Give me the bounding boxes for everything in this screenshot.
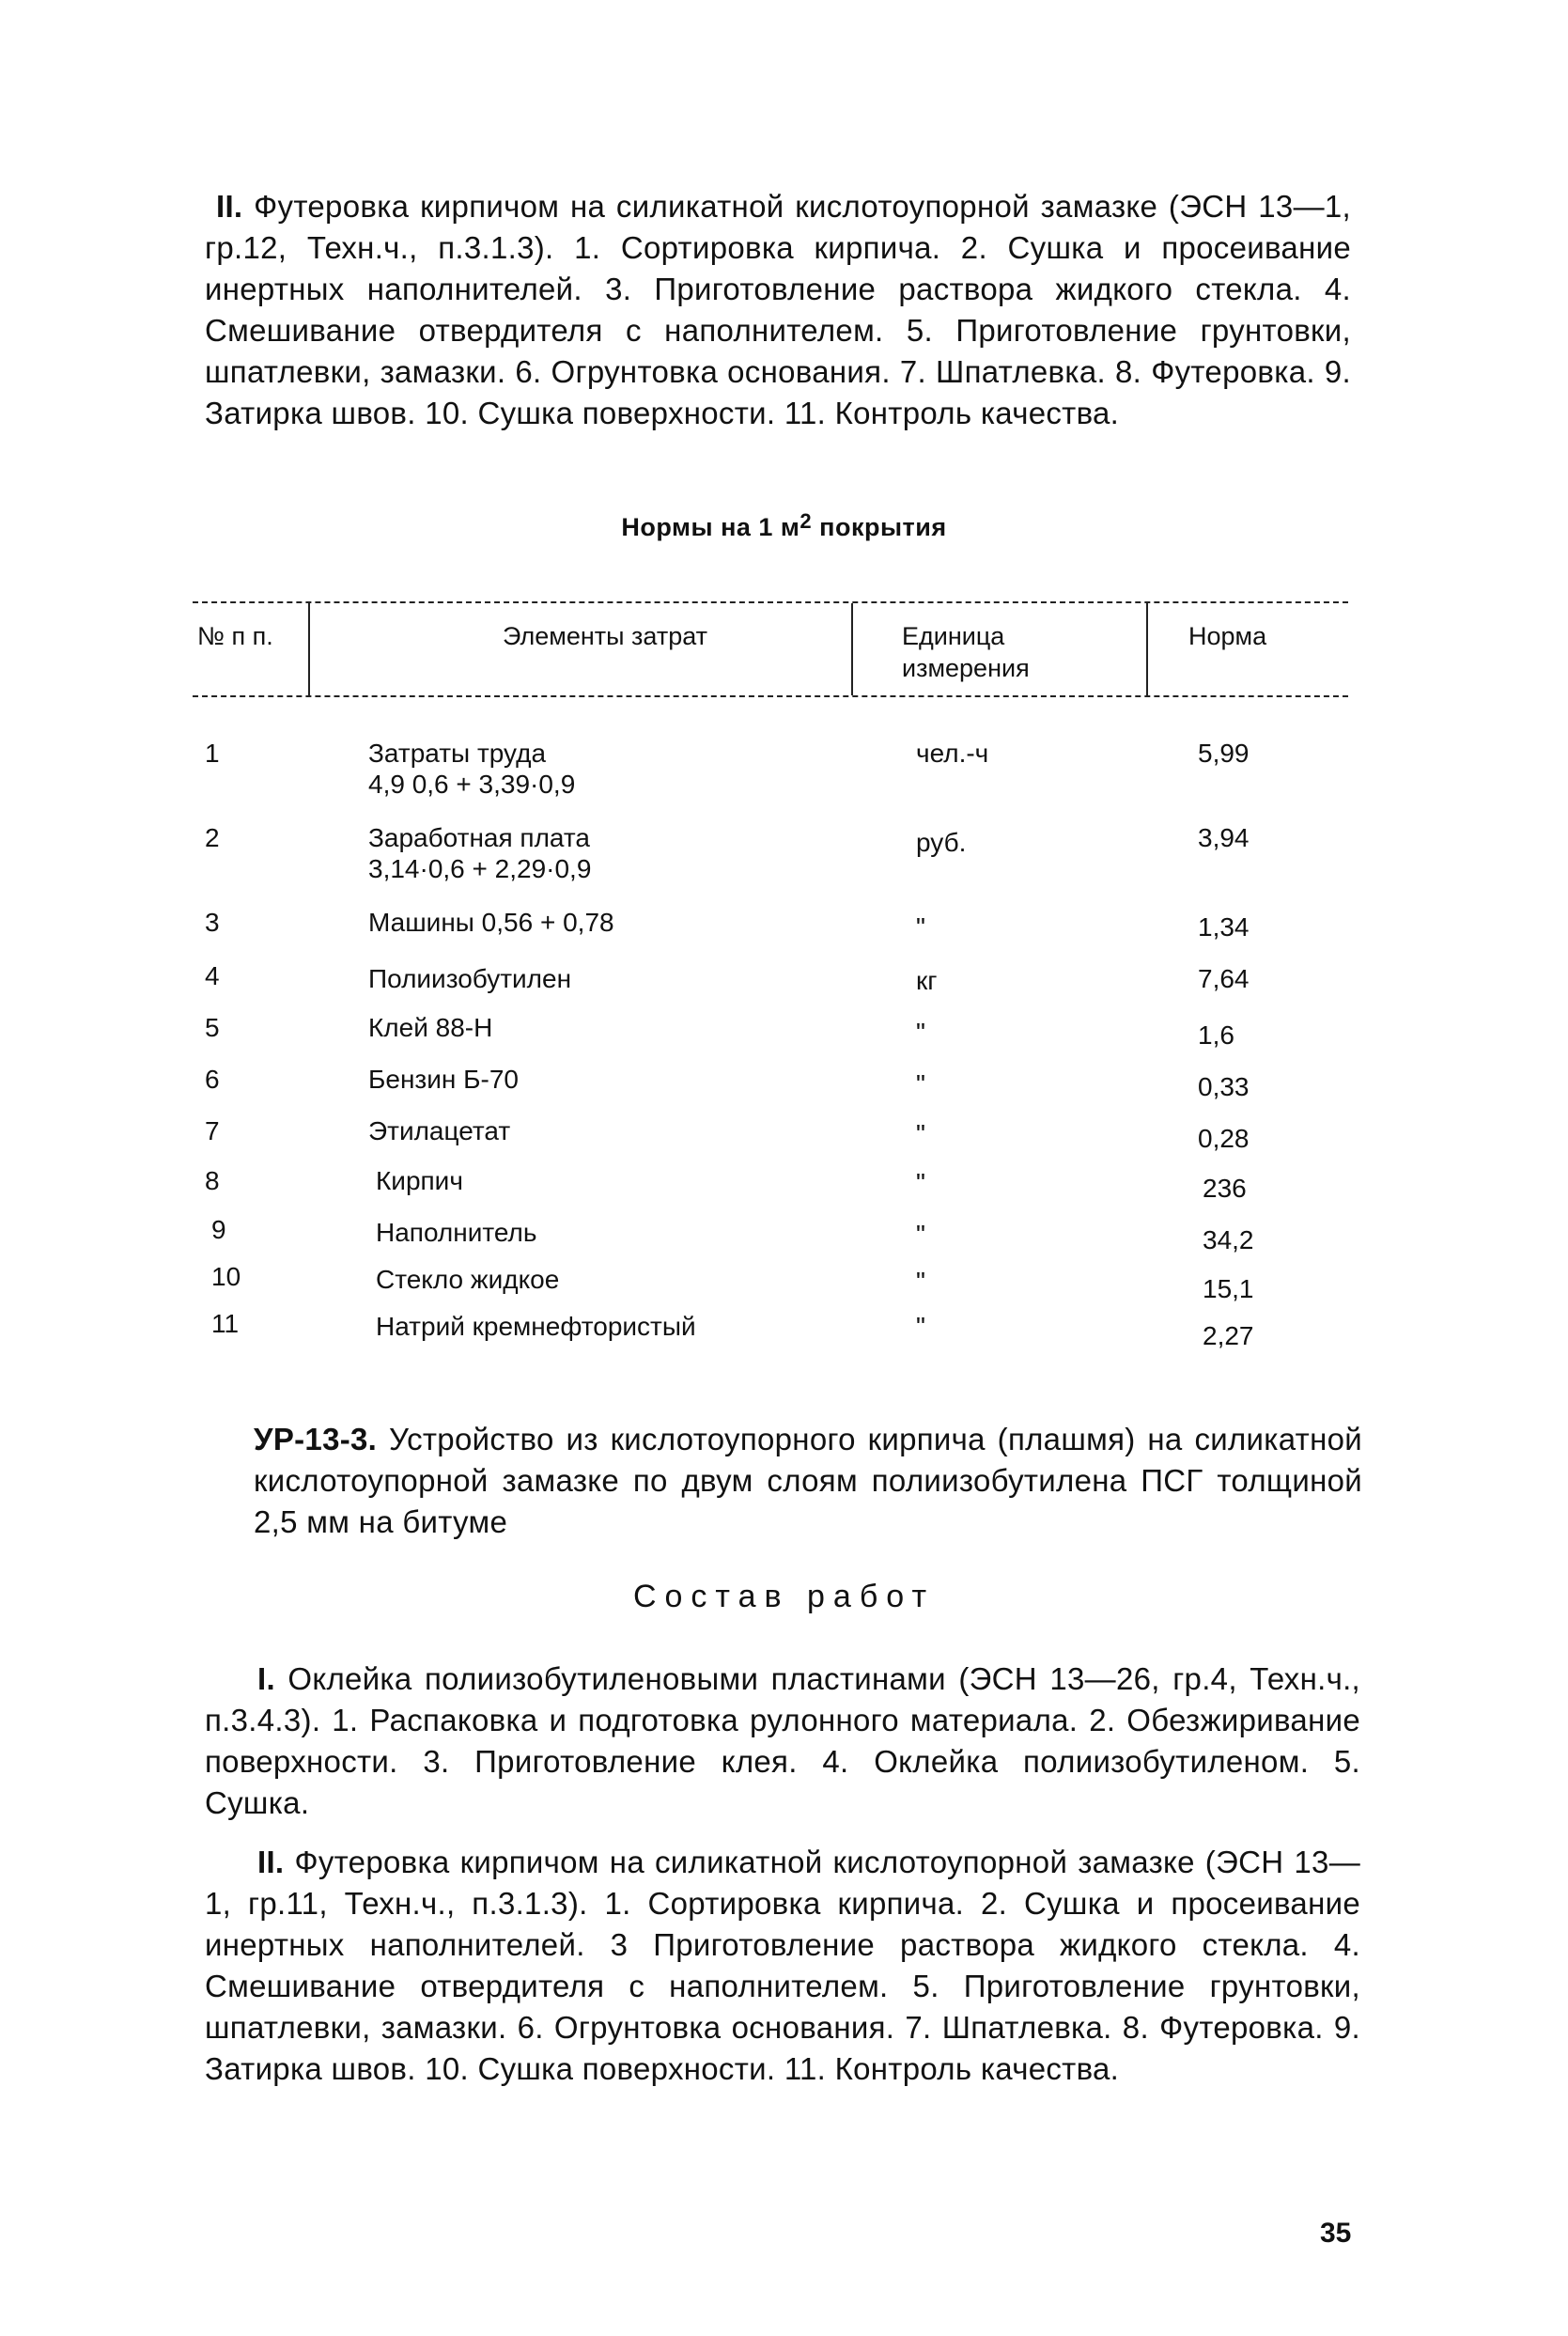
row-num: 5	[205, 1013, 220, 1042]
table-col-divider-2	[851, 603, 853, 695]
row-num: 8	[205, 1166, 220, 1195]
section-ii-number: II.	[216, 189, 243, 224]
row-norm: 1,34	[1198, 912, 1250, 942]
table-col-divider-1	[308, 603, 310, 695]
row-unit: кг	[916, 966, 938, 995]
row-unit: "	[916, 912, 925, 942]
composition-heading: Состав работ	[632, 1579, 936, 1614]
row-num: 9	[211, 1215, 226, 1244]
norms-table-title-superscript: 2	[800, 509, 813, 533]
row-name: Этилацетат	[368, 1116, 511, 1145]
row-name: Кирпич	[376, 1166, 463, 1195]
row-norm: 15,1	[1203, 1274, 1254, 1303]
norms-table-title: Нормы на 1 $м^2$ покрытия	[621, 509, 947, 541]
row-unit: "	[916, 1220, 925, 1249]
section-ii-paragraph	[205, 186, 1351, 434]
ur-13-3-text: Устройство из кислотоупорного кирпича (плашмя) на силикатной кислотоупорной замазке по двум слоям полиизобутилена ПСГ толщиной 2,5 мм на битуме	[254, 1422, 1362, 1539]
row-num: 11	[211, 1309, 240, 1338]
work-ii-number: II.	[257, 1845, 285, 1879]
section-ii-text: Футеровка кирпичом на силикатной кислотоупорной замазке (ЭСН 13—1, гр.12, Техн.ч., п.3.1.3). 1. Сортировка кирпича. 2. Сушка и просеивание инертных наполнителей. 3. Приготовление раствора жидкого стекла. 4. Смешивание отвердителя с наполнителем. 5. Приготовление грунтовки, шпатлевки, замазки. 6. Огрунтовка основания. 7. Шпатлевка. 8. Футеровка. 9. Затирка швов. 10. Сушка поверхности. 11. Контроль качества.	[205, 189, 1351, 430]
row-name: Машины 0,56 + 0,78	[368, 908, 614, 937]
table-header-rule	[193, 695, 1348, 697]
table-header-element: Элементы затрат	[503, 622, 708, 650]
row-unit: "	[916, 1018, 925, 1047]
row-name: Полиизобутилен	[368, 964, 572, 993]
row-num: 1	[205, 739, 220, 768]
row-norm: 0,28	[1198, 1124, 1250, 1153]
table-header-norm: Норма	[1188, 622, 1267, 650]
work-ii-text: Футеровка кирпичом на силикатной кислотоупорной замазке (ЭСН 13—1, гр.11, Техн.ч., п.3.1.3). 1. Сортировка кирпича. 2. Сушка и просеивание инертных наполнителей. 3 Приготовление раствора жидкого стекла. 4. Смешивание отвердителя с наполнителем. 5. Приготовление грунтовки, шпатлевки, замазки. 6. Огрунтовка основания. 7. Шпатлевка. 8. Футеровка. 9. Затирка швов. 10. Сушка поверхности. 11. Контроль качества.	[205, 1845, 1360, 2086]
row-num: 4	[205, 961, 220, 990]
row-norm: 1,6	[1198, 1020, 1234, 1050]
work-i-number: I.	[257, 1661, 275, 1696]
row-norm: 236	[1203, 1174, 1247, 1203]
row-unit: "	[916, 1312, 925, 1341]
row-unit: "	[916, 1119, 925, 1148]
row-name: Натрий кремнефтористый	[376, 1312, 696, 1341]
page-number: 35	[1320, 2218, 1352, 2249]
row-name: Наполнитель	[376, 1218, 537, 1247]
row-name: Стекло жидкое	[376, 1265, 560, 1294]
row-num: 7	[205, 1116, 220, 1145]
work-i-text: Оклейка полиизобутиленовыми пластинами (ЭСН 13—26, гр.4, Техн.ч., п.3.4.3). 1. Распаковка и подготовка рулонного материала. 2. Обезжиривание поверхности. 3. Приготовление клея. 4. Оклейка полиизобутиленом. 5. Сушка.	[205, 1661, 1361, 1820]
row-norm: 2,27	[1203, 1321, 1254, 1350]
row-num: 2	[205, 823, 220, 852]
row-unit: чел.-ч	[916, 739, 989, 768]
table-header-num: № п п.	[197, 622, 273, 650]
row-name: Затраты труда 4,9 0,6 + 3,39·0,9	[368, 739, 576, 799]
row-norm: 0,33	[1198, 1072, 1250, 1101]
row-num: 6	[205, 1065, 220, 1094]
row-name: Бензин Б-70	[368, 1065, 519, 1094]
row-norm: 34,2	[1203, 1225, 1254, 1254]
table-top-rule	[193, 601, 1348, 603]
row-unit: руб.	[916, 828, 967, 857]
table-header-unit: Единица измерения	[902, 622, 1030, 682]
row-norm: 5,99	[1198, 739, 1250, 768]
row-norm: 7,64	[1198, 964, 1250, 993]
row-unit: "	[916, 1267, 925, 1296]
ur-13-3-code: УР-13-3.	[254, 1422, 378, 1456]
ur-13-3-paragraph	[254, 1419, 1362, 1543]
row-num: 3	[205, 908, 220, 937]
row-name: Клей 88-Н	[368, 1013, 493, 1042]
work-ii-paragraph	[205, 1842, 1360, 2090]
row-unit: "	[916, 1069, 925, 1098]
row-num: 10	[211, 1262, 241, 1291]
work-i-paragraph	[205, 1659, 1360, 1824]
row-unit: "	[916, 1168, 925, 1197]
row-norm: 3,94	[1198, 823, 1250, 852]
table-col-divider-3	[1146, 603, 1148, 695]
row-name: Заработная плата 3,14·0,6 + 2,29·0,9	[368, 823, 592, 883]
